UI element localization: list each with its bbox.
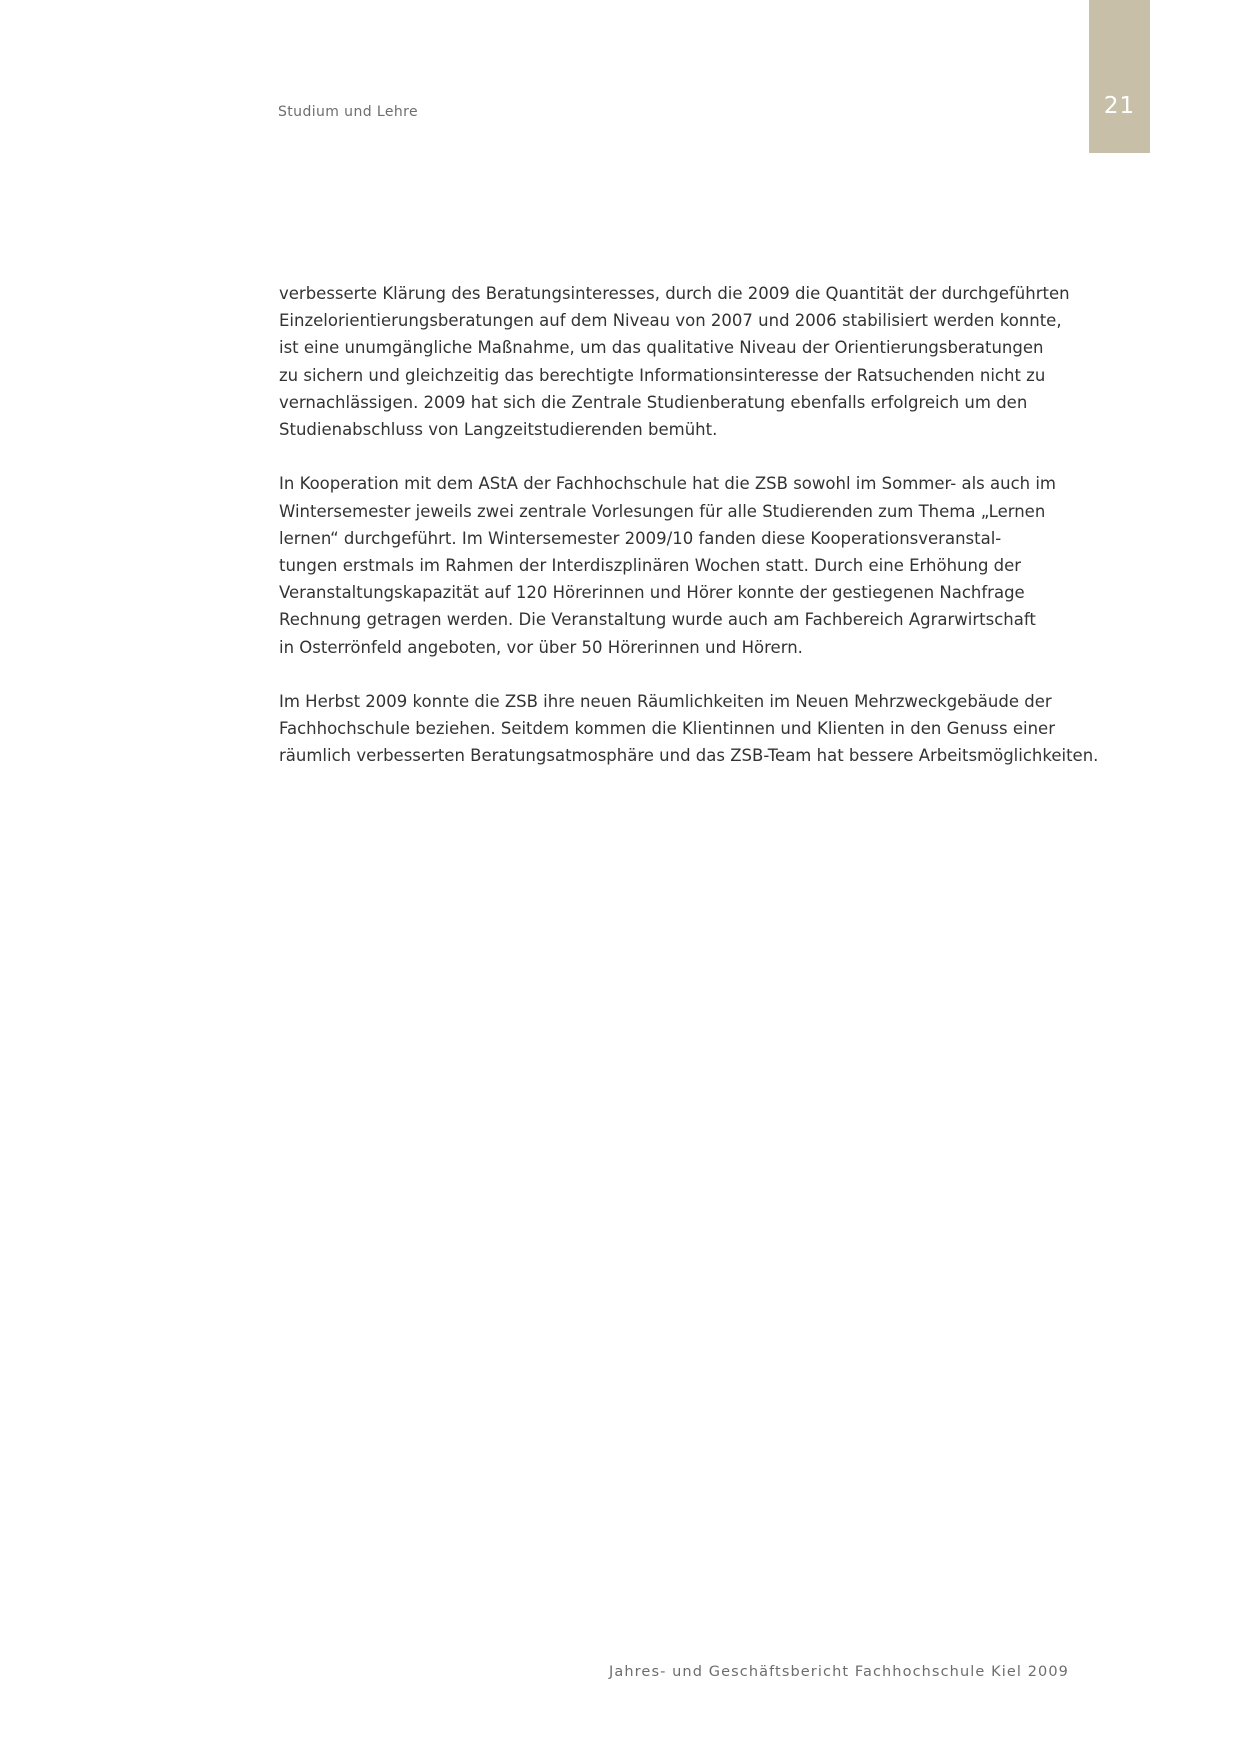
text-line: verbesserte Klärung des Beratungsinteresses, durch die 2009 die Quantität der durchgeführten (279, 284, 1070, 303)
text-line: vernachlässigen. 2009 hat sich die Zentrale Studienberatung ebenfalls erfolgreich um den (279, 392, 1028, 412)
footer-report-title: Jahres- und Geschäftsbericht Fachhochschule Kiel 2009 (609, 1664, 1069, 1680)
text-line: Fachhochschule beziehen. Seitdem kommen die Klientinnen und Klienten in den Genuss einer (279, 719, 1055, 739)
text-line: zu sichern und gleichzeitig das berechtigte Informationsinteresse der Ratsuchenden nicht zu (279, 365, 1046, 385)
section-title: Studium und Lehre (278, 104, 418, 120)
text-line: ist eine unumgängliche Maßnahme, um das qualitative Niveau der Orientierungsberatungen (279, 338, 1044, 358)
text-line: Einzelorientierungsberatungen auf dem Niveau von 2007 und 2006 stabilisiert werden konnte, (279, 311, 1062, 331)
paragraph-3 (279, 688, 1099, 770)
page-number: 21 (1103, 93, 1136, 119)
text-line: tungen erstmals im Rahmen der Interdiszplinären Wochen statt. Durch eine Erhöhung der (279, 556, 1022, 576)
text-line: in Osterrönfeld angeboten, vor über 50 Hörerinnen und Hörern. (279, 637, 803, 657)
text-line: räumlich verbesserten Beratungsatmosphäre und das ZSB-Team hat bessere Arbeitsmöglichkeiten. (279, 746, 1099, 766)
paragraph-2 (279, 470, 1079, 660)
page-number-tab (1089, 0, 1150, 153)
text-line: Wintersemester jeweils zwei zentrale Vorlesungen für alle Studierenden zum Thema „Lernen (279, 501, 1046, 521)
text-line: Rechnung getragen werden. Die Veranstaltung wurde auch am Fachbereich Agrarwirtschaft (279, 610, 1036, 630)
paragraph-1 (279, 280, 1079, 443)
text-line: Studienabschluss von Langzeitstudierenden bemüht. (279, 420, 718, 440)
body-text (279, 280, 1099, 797)
text-line: lernen“ durchgeführt. Im Wintersemester 2009/10 fanden diese Kooperationsveranstal- (279, 528, 1002, 548)
text-line: Veranstaltungskapazität auf 120 Hörerinnen und Hörer konnte der gestiegenen Nachfrage (279, 583, 1025, 603)
text-line: In Kooperation mit dem AStA der Fachhochschule hat die ZSB sowohl im Sommer- als auch im (279, 474, 1056, 494)
text-line: Im Herbst 2009 konnte die ZSB ihre neuen Räumlichkeiten im Neuen Mehrzweckgebäude der (279, 692, 1052, 712)
